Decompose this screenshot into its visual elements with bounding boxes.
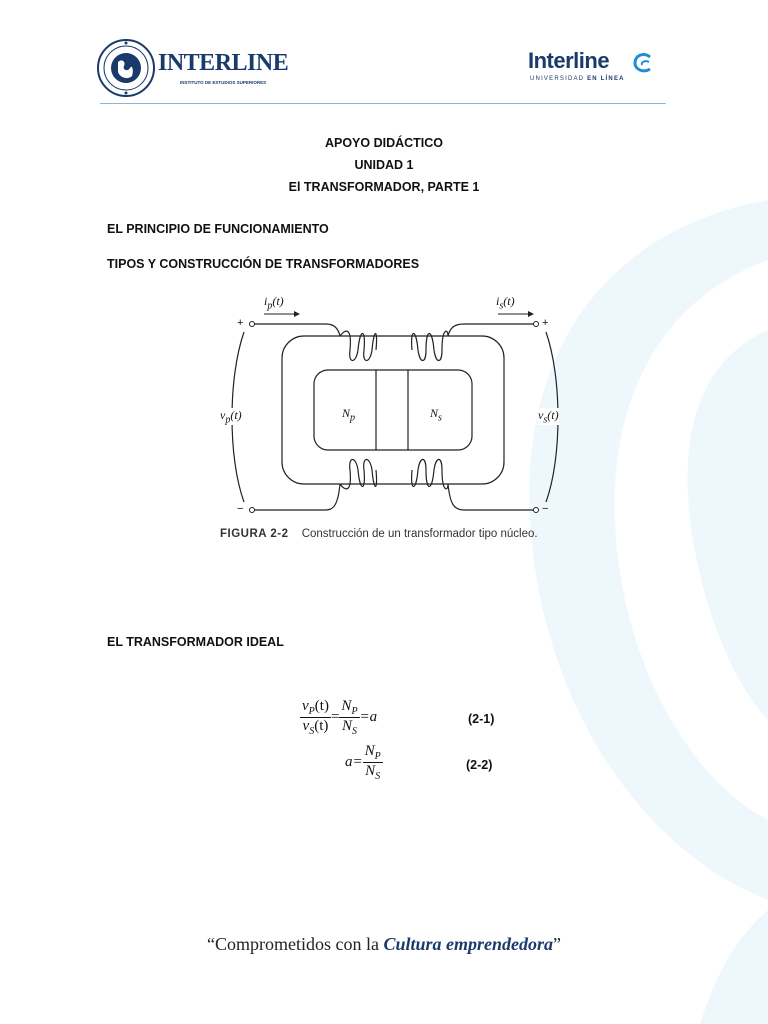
right-logo-subtitle — [530, 76, 625, 82]
eq2-head: a= — [345, 754, 363, 770]
header-divider — [100, 103, 666, 104]
eq1-rhs-num — [339, 698, 359, 718]
eq1-rhs-num-sub: P — [351, 706, 358, 717]
label-vp-sub: p — [225, 414, 231, 426]
eq2-den-sub: S — [375, 771, 381, 782]
figure-caption — [220, 528, 538, 540]
eq2-label: (2-2) — [466, 758, 493, 772]
eq1-rhs-fraction — [339, 698, 359, 737]
label-ip-arg: (t) — [272, 294, 284, 308]
eq1-rhs-den — [339, 718, 359, 737]
eq1-lhs-den-var: v — [302, 718, 310, 734]
label-plus-left: + — [237, 317, 244, 329]
right-logo-subtitle-b: EN LÍNEA — [587, 76, 625, 82]
title-transformador: El TRANSFORMADOR, PARTE 1 — [288, 180, 480, 194]
eq1-equals: = — [330, 709, 340, 725]
label-is-var: i — [496, 294, 500, 308]
eq1-tail: =a — [359, 709, 378, 725]
equation-2-1 — [300, 698, 377, 737]
eq2-fraction — [363, 743, 383, 782]
eq1-rhs-den-var: N — [341, 718, 352, 734]
label-is — [496, 294, 515, 311]
footer-slogan-b: Cultura emprendedora — [383, 934, 553, 954]
core-outer — [282, 336, 504, 484]
left-logo-text: INTERLINE — [158, 50, 289, 76]
eq1-lhs-den-arg: (t) — [314, 718, 329, 734]
swirl-icon — [632, 52, 654, 74]
right-logo-subtitle-a: UNIVERSIDAD — [530, 76, 588, 82]
label-ip-sub: p — [267, 300, 273, 312]
label-minus-left: − — [237, 503, 244, 515]
eq1-lhs-num-var: v — [302, 698, 309, 714]
label-ip — [264, 294, 284, 311]
label-np — [342, 406, 355, 423]
eq1-rhs-den-sub: S — [351, 726, 357, 737]
heading-principle: EL PRINCIPIO DE FUNCIONAMIENTO — [107, 222, 329, 236]
eq1-label: (2-1) — [468, 712, 495, 726]
eq1-lhs-fraction — [300, 698, 331, 737]
eq1-lhs-den-sub: S — [309, 726, 315, 737]
label-vp-var: v — [220, 408, 226, 422]
heading-ideal: EL TRANSFORMADOR IDEAL — [107, 635, 284, 649]
transformer-diagram — [210, 288, 580, 518]
label-minus-right: − — [542, 503, 549, 515]
label-ns-var: N — [430, 406, 439, 420]
left-logo-subtitle: INSTITUTO DE ESTUDIOS SUPERIORES — [180, 80, 267, 85]
heading-types: TIPOS Y CONSTRUCCIÓN DE TRANSFORMADORES — [107, 257, 420, 271]
label-vs-var: v — [538, 408, 544, 422]
eq1-lhs-num-sub: P — [308, 706, 315, 717]
globe-seal-icon — [96, 38, 156, 98]
label-plus-right: + — [542, 317, 549, 329]
title-unidad: UNIDAD 1 — [354, 158, 414, 172]
equation-2-2 — [345, 743, 383, 782]
core-inner — [314, 370, 472, 450]
eq1-lhs-den — [300, 718, 331, 737]
label-is-arg: (t) — [503, 294, 515, 308]
label-np-var: N — [342, 406, 351, 420]
eq2-den-var: N — [365, 763, 376, 779]
label-vs-arg: (t) — [547, 408, 559, 422]
footer-slogan-c: ” — [553, 934, 561, 954]
eq2-num-sub: P — [374, 751, 381, 762]
label-np-sub: p — [350, 412, 356, 424]
eq1-lhs-num — [300, 698, 331, 718]
right-logo-text: Interline — [528, 48, 610, 73]
figure-caption-text: Construcción de un transformador tipo núcleo. — [301, 528, 538, 540]
eq1-rhs-num-var: N — [341, 698, 352, 714]
figure-label: FIGURA 2-2 — [220, 528, 289, 540]
transformer-figure — [210, 288, 580, 518]
right-logo — [528, 48, 668, 88]
title-apoyo: APOYO DIDÁCTICO — [324, 136, 444, 150]
label-vs — [538, 408, 559, 425]
footer-slogan-a: “Comprometidos con la — [207, 934, 384, 954]
eq1-lhs-num-arg: (t) — [314, 698, 329, 714]
label-ns-sub: s — [438, 412, 442, 424]
footer-slogan — [0, 934, 768, 955]
eq2-den — [363, 763, 383, 782]
label-vs-sub: s — [543, 414, 548, 426]
eq2-num — [363, 743, 383, 763]
label-ns — [430, 406, 442, 423]
label-is-sub: s — [499, 300, 504, 312]
label-vp — [220, 408, 242, 425]
left-logo — [96, 38, 289, 98]
label-ip-var: i — [264, 294, 268, 308]
eq2-num-var: N — [364, 743, 375, 759]
label-vp-arg: (t) — [230, 408, 242, 422]
